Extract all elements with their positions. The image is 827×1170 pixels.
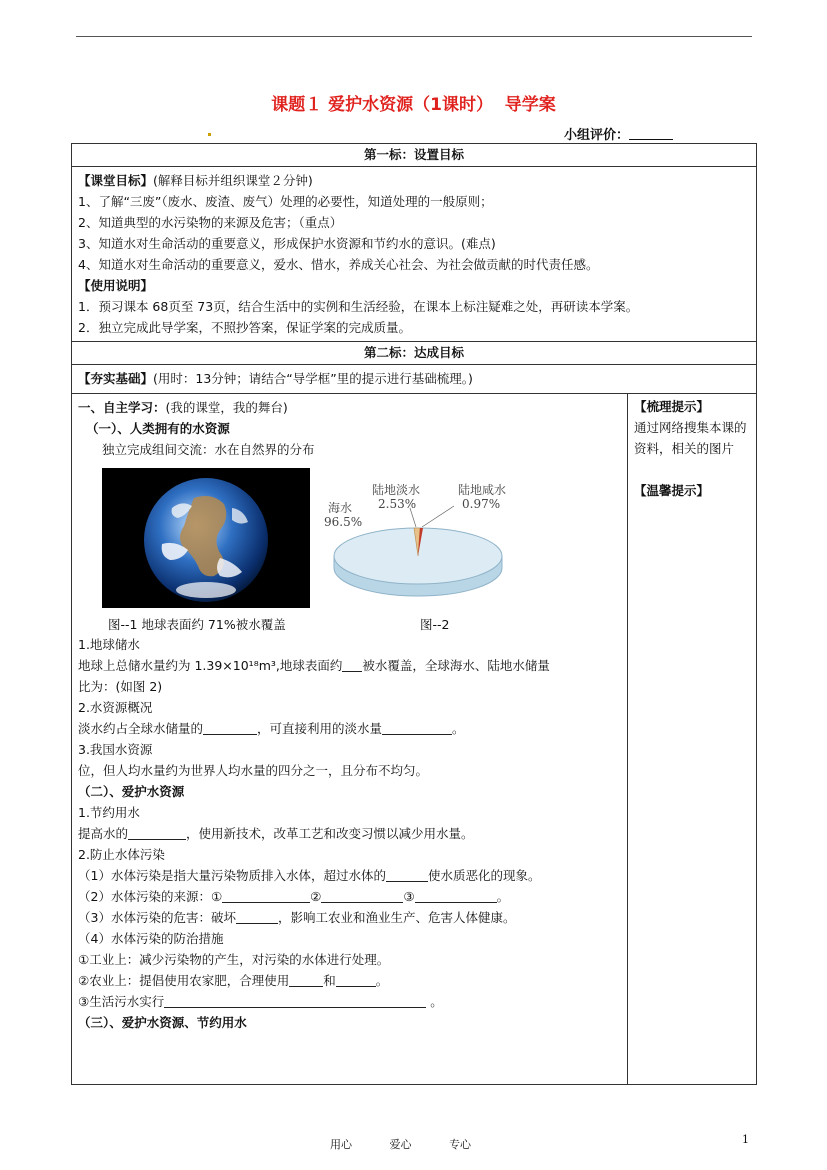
group-eval-label: 小组评价：	[564, 128, 630, 143]
item2-text-b: ，可直接利用的淡水量	[257, 721, 383, 736]
warm-tag: 【温馨提示】	[634, 483, 710, 498]
usage-item: 2．独立完成此导学案，不照抄答案，保证学案的完成质量。	[78, 320, 411, 335]
self-study-note: (我的课堂，我的舞台)	[165, 400, 288, 415]
item1-title: 1.地球储水	[78, 637, 140, 652]
pie-value-sea: 96.5%	[324, 515, 363, 529]
item3-text: 位，但人均水量约为世界人均水量的四分之一，且分布不均匀。	[78, 763, 429, 778]
group-eval-blank	[629, 127, 673, 140]
item2-text-a: 淡水约占全球水储量的	[78, 721, 204, 736]
section1-header: 第一标：设置目标	[72, 144, 757, 167]
usage-tag: 【使用说明】	[78, 278, 154, 293]
item1-text-a: 地球上总储水量约为 1.39×10¹⁸m³,地球表面约	[78, 658, 343, 673]
footer-word: 爱心	[389, 1138, 412, 1151]
blank	[236, 909, 278, 924]
fig1-caption: 图--1 地球表面约 71%被水覆盖	[108, 617, 286, 632]
page-number: 1	[742, 1133, 749, 1146]
part3-title: （三）、爱护水资源、节约用水	[78, 1015, 247, 1030]
side-tips-cell	[628, 394, 757, 1085]
figures	[78, 466, 621, 614]
p2-text-c: ③	[403, 889, 415, 904]
goal-item: 3、知道水对生命活动的重要意义，形成保护水资源和节约水的意识。(难点)	[78, 236, 496, 251]
blank	[342, 657, 362, 672]
header-rule	[76, 36, 752, 37]
footer-word: 专心	[449, 1138, 471, 1151]
goal-item: 2、知道典型的水污染物的来源及危害；（重点）	[78, 215, 343, 230]
m2-text-a: ②农业上：提倡使用农家肥，合理使用	[78, 973, 290, 988]
p2-text-b: ②	[310, 889, 322, 904]
p3-text-b: ，影响工农业和渔业生产、危害人体健康。	[277, 910, 516, 925]
base-cell	[72, 365, 757, 394]
save-text-b: ，使用新技术，改革工艺和改变习惯以减少用水量。	[186, 826, 474, 841]
pie-label-sea: 海水	[328, 501, 353, 515]
goal-item: 1、了解“三废”（废水、废渣、废气）处理的必要性，知道处理的一般原则；	[78, 194, 493, 209]
m3-text-a: ③生活污水实行	[78, 994, 165, 1009]
p3-text-a: （3）水体污染的危害：破坏	[78, 910, 236, 925]
blank	[289, 972, 323, 987]
guide-table	[71, 143, 757, 1085]
blank	[164, 993, 426, 1008]
stray-mark	[208, 133, 211, 136]
group-evaluation	[564, 124, 673, 143]
blank	[128, 825, 186, 840]
part1-intro: 独立完成组间交流：水在自然界的分布	[102, 442, 315, 457]
item2-title: 2.水资源概况	[78, 700, 153, 715]
footer-motto	[330, 1136, 505, 1152]
self-study-title: 一、自主学习：	[78, 400, 166, 415]
save-text-a: 提高水的	[78, 826, 129, 841]
part2-title: （二）、爱护水资源	[78, 784, 185, 799]
usage-item: 1．预习课本 68页至 73页，结合生活中的实例和生活经验，在课本上标注疑难之处，再研读本学案。	[78, 299, 639, 314]
item3-title: 3.我国水资源	[78, 742, 153, 757]
blank	[386, 867, 428, 882]
blank	[415, 888, 497, 903]
pie-value-fresh: 2.53%	[378, 497, 417, 511]
item1-text-b: 被水覆盖，全球海水、陆地水储量	[362, 658, 550, 673]
goal-tag: 【课堂目标】	[78, 173, 154, 188]
blank	[203, 720, 257, 735]
item2-text-c: 。	[452, 721, 465, 736]
section2-header: 第二标：达成目标	[72, 342, 757, 365]
base-tag: 【夯实基础】	[78, 371, 154, 386]
pie-value-salt: 0.97%	[462, 497, 501, 511]
save-title: 1.节约用水	[78, 805, 140, 820]
goal-item: 4、知道水对生命活动的重要意义，爱水、惜水，养成关心社会、为社会做贡献的时代责任感。	[78, 257, 599, 272]
footer-word: 用心	[330, 1138, 352, 1151]
pie-label-salt: 陆地咸水	[458, 483, 507, 497]
tip-text: 通过网络搜集本课的资料，相关的图片	[634, 420, 747, 456]
fig2-caption: 图--2	[420, 617, 450, 632]
blank	[222, 888, 310, 903]
m2-text-c: 。	[375, 973, 389, 988]
blank	[336, 972, 376, 987]
p1-text-b: 使水质恶化的现象。	[427, 868, 541, 883]
blank	[321, 888, 403, 903]
measure-industry: ①工业上：减少污染物的产生，对污染的水体进行处理。	[78, 952, 390, 967]
goal-note: (解释目标并组织课堂２分钟)	[153, 173, 313, 188]
p2-text-d: 。	[496, 889, 510, 904]
m3-text-b: 。	[430, 994, 443, 1009]
p1-text-a: （1）水体污染是指大量污染物质排入水体，超过水体的	[78, 868, 386, 883]
goals-cell	[72, 167, 757, 342]
p2-text-a: （2）水体污染的来源：①	[78, 889, 223, 904]
pie-chart	[314, 468, 524, 608]
content-cell	[72, 394, 628, 1085]
page-title: 课题１ 爱护水资源（1课时） 导学案	[271, 95, 556, 115]
prevent-title: 2.防止水体污染	[78, 847, 165, 862]
m2-text-b: 和	[323, 973, 336, 988]
base-note: (用时：13分钟；请结合“导学框”里的提示进行基础梳理。)	[153, 371, 473, 386]
p4-text: （4）水体污染的防治措施	[78, 931, 224, 946]
earth-image	[102, 468, 310, 608]
tip-tag: 【梳理提示】	[634, 399, 710, 414]
item1-text-c: 比为：(如图 2)	[78, 679, 163, 694]
part1-title: （一）、人类拥有的水资源	[86, 421, 230, 436]
blank	[382, 720, 452, 735]
pie-label-fresh: 陆地淡水	[372, 483, 421, 497]
